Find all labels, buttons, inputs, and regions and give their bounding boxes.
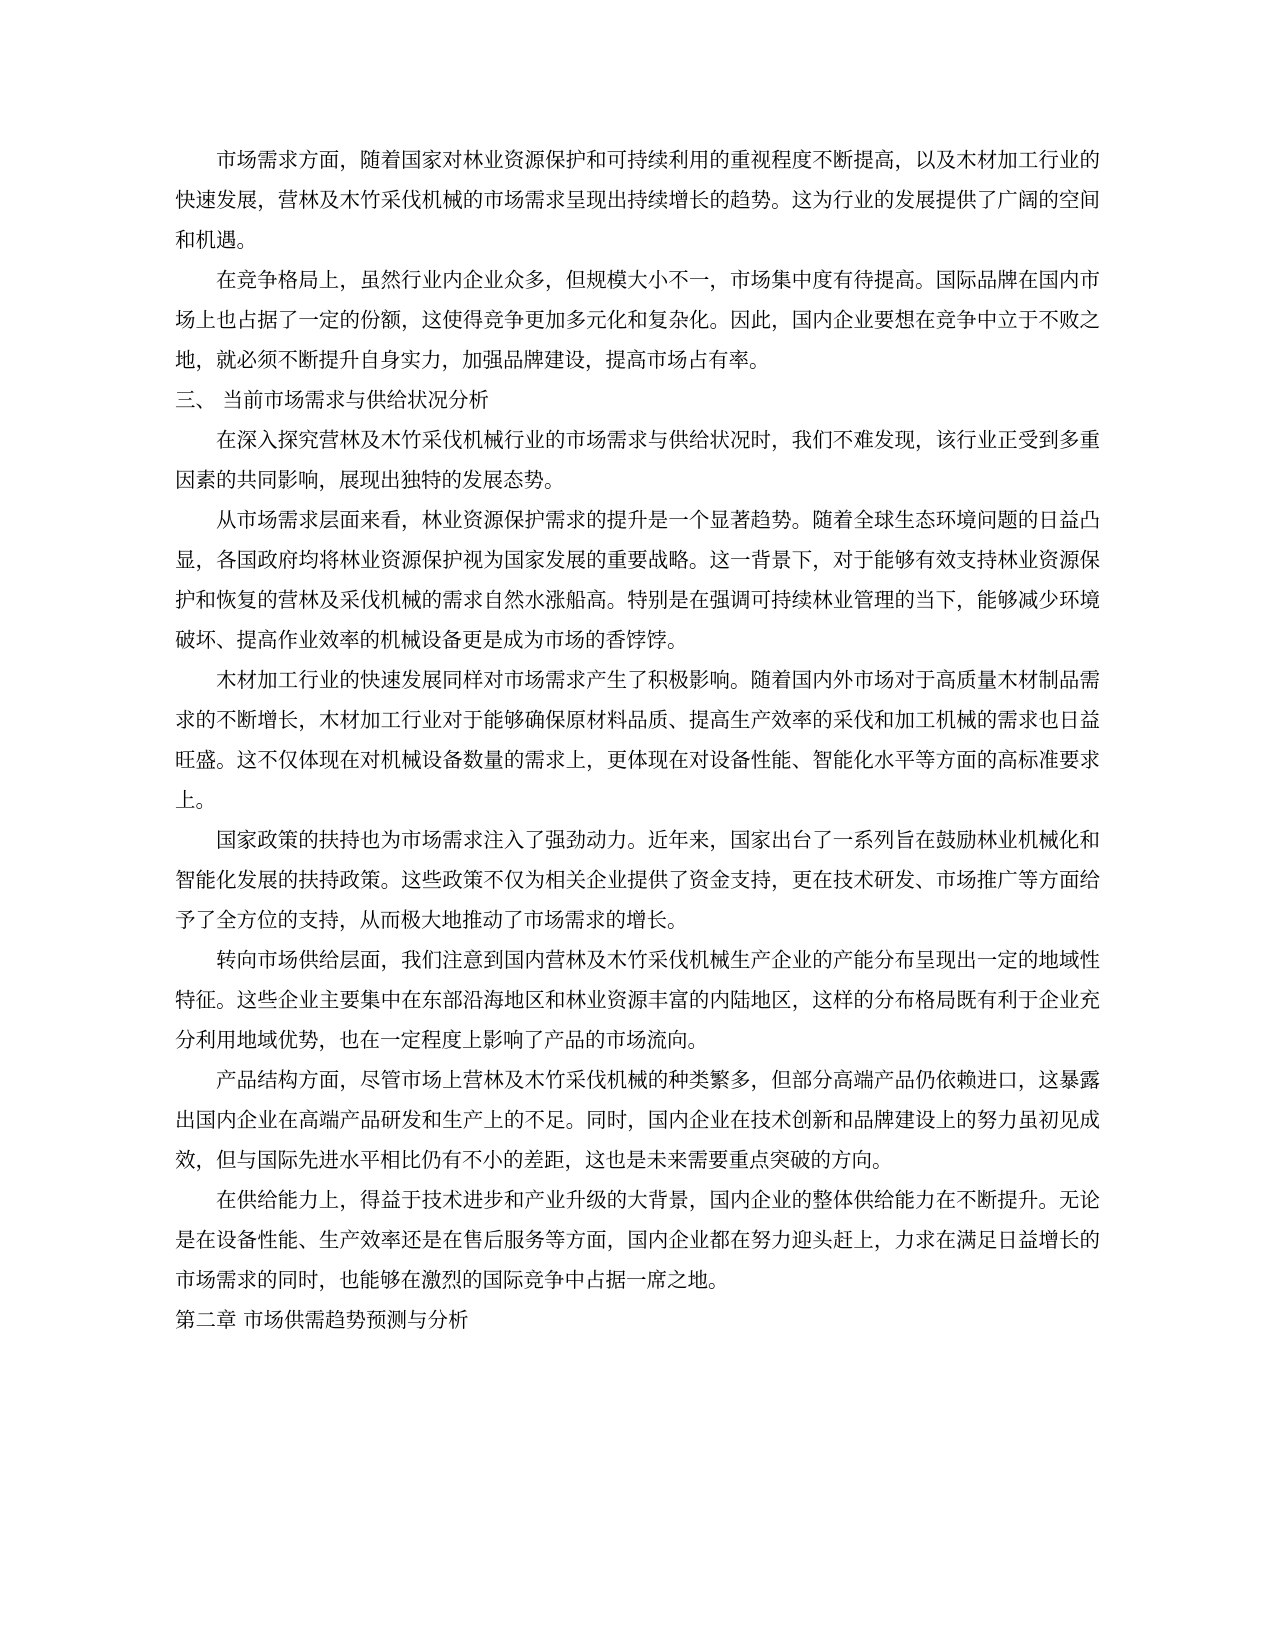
paragraph: 转向市场供给层面，我们注意到国内营林及木竹采伐机械生产企业的产能分布呈现出一定的地域性特征。这些企业主要集中在东部沿海地区和林业资源丰富的内陆地区，这样的分布格局既有利于企业充分利用地域优势，也在一定程度上影响了产品的市场流向。 (175, 948, 1100, 1052)
paragraph: 市场需求方面，随着国家对林业资源保护和可持续利用的重视程度不断提高，以及木材加工行业的快速发展，营林及木竹采伐机械的市场需求呈现出持续增长的趋势。这为行业的发展提供了广阔的空间和机遇。 (175, 148, 1100, 252)
paragraph: 产品结构方面，尽管市场上营林及木竹采伐机械的种类繁多，但部分高端产品仍依赖进口，这暴露出国内企业在高端产品研发和生产上的不足。同时，国内企业在技术创新和品牌建设上的努力虽初见成效，但与国际先进水平相比仍有不小的差距，这也是未来需要重点突破的方向。 (175, 1068, 1100, 1172)
paragraph: 从市场需求层面来看，林业资源保护需求的提升是一个显著趋势。随着全球生态环境问题的日益凸显，各国政府均将林业资源保护视为国家发展的重要战略。这一背景下，对于能够有效支持林业资源保护和恢复的营林及采伐机械的需求自然水涨船高。特别是在强调可持续林业管理的当下，能够减少环境破坏、提高作业效率的机械设备更是成为市场的香饽饽。 (175, 508, 1100, 652)
paragraph: 在供给能力上，得益于技术进步和产业升级的大背景，国内企业的整体供给能力在不断提升。无论是在设备性能、生产效率还是在售后服务等方面，国内企业都在努力迎头赶上，力求在满足日益增长的市场需求的同时，也能够在激烈的国际竞争中占据一席之地。 (175, 1188, 1100, 1292)
chapter-heading: 第二章 市场供需趋势预测与分析 (175, 1308, 469, 1332)
paragraph: 木材加工行业的快速发展同样对市场需求产生了积极影响。随着国内外市场对于高质量木材制品需求的不断增长，木材加工行业对于能够确保原材料品质、提高生产效率的采伐和加工机械的需求也日益旺盛。这不仅体现在对机械设备数量的需求上，更体现在对设备性能、智能化水平等方面的高标准要求上。 (175, 668, 1100, 812)
paragraph: 在深入探究营林及木竹采伐机械行业的市场需求与供给状况时，我们不难发现，该行业正受到多重因素的共同影响，展现出独特的发展态势。 (175, 428, 1100, 492)
paragraph: 国家政策的扶持也为市场需求注入了强劲动力。近年来，国家出台了一系列旨在鼓励林业机械化和智能化发展的扶持政策。这些政策不仅为相关企业提供了资金支持，更在技术研发、市场推广等方面给予了全方位的支持，从而极大地推动了市场需求的增长。 (175, 828, 1100, 932)
paragraph: 在竞争格局上，虽然行业内企业众多，但规模大小不一，市场集中度有待提高。国际品牌在国内市场上也占据了一定的份额，这使得竞争更加多元化和复杂化。因此，国内企业要想在竞争中立于不败之地，就必须不断提升自身实力，加强品牌建设，提高市场占有率。 (175, 268, 1100, 372)
section-heading: 三、 当前市场需求与供给状况分析 (175, 388, 490, 412)
document-body (175, 140, 1100, 1340)
